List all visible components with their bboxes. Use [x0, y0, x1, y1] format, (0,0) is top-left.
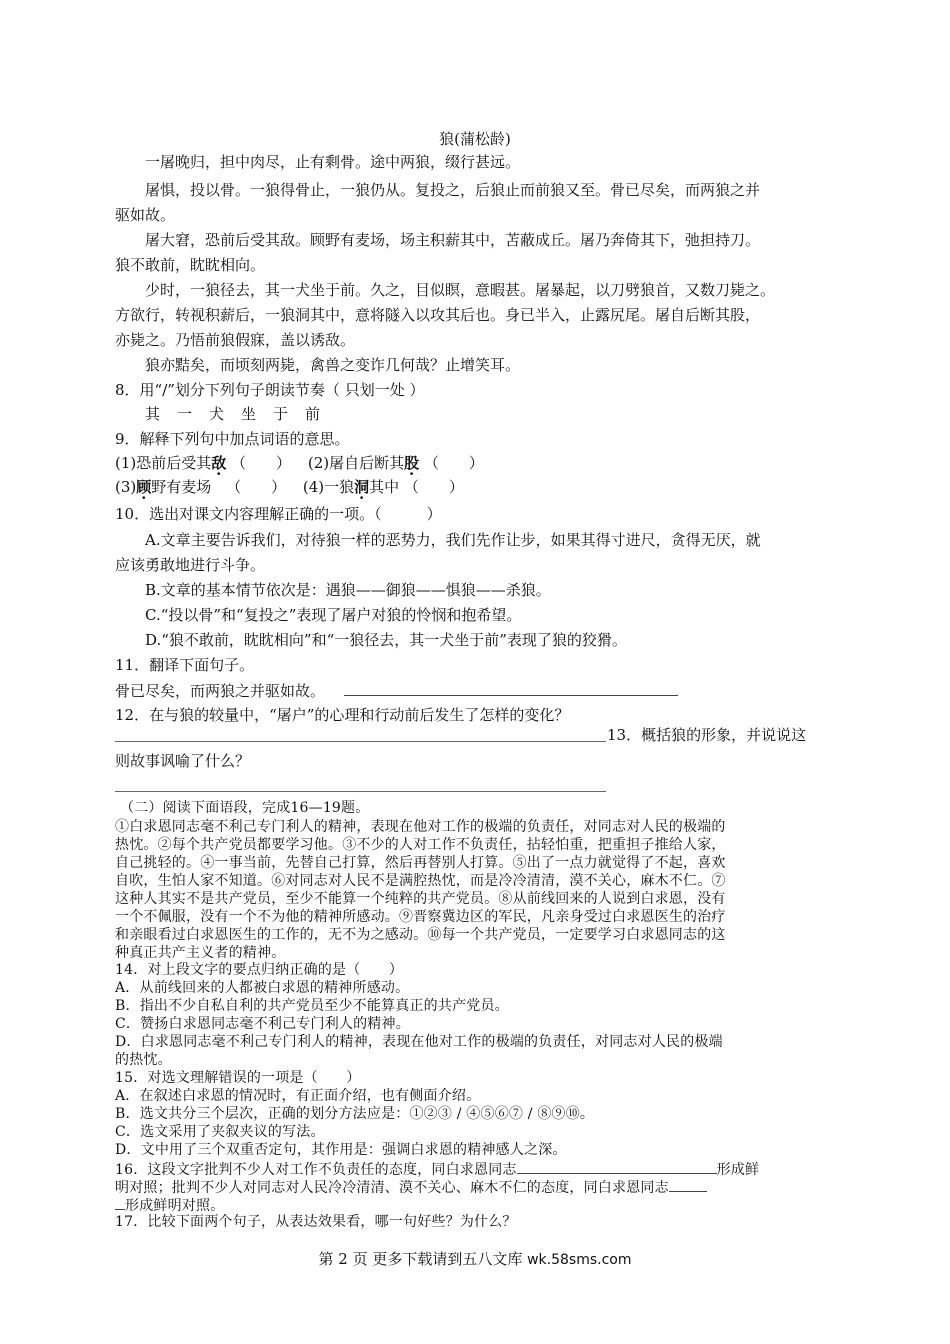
q14-option-b[interactable]: B．指出不少自私自利的共产党员至少不能算真正的共产党员。 [115, 998, 509, 1014]
q10-option-a[interactable]: A.文章主要告诉我们，对待狼一样的恶势力，我们先作让步，如果其得寸进尺，贪得无厌，就 [145, 531, 761, 549]
section-2-paragraph-line: ①白求恩同志毫不利己专门利人的精神，表现在他对工作的极端的负责任，对同志对人民的极端的 [115, 819, 726, 835]
question-13-cont: 则故事讽喻了什么？ [115, 752, 251, 770]
question-14: 14．对上段文字的要点归纳正确的是（ ） [115, 962, 404, 978]
q10-option-d[interactable]: D.“狼不敢前，眈眈相向”和“一狼径去，其一犬坐于前”表现了狼的狡猾。 [145, 631, 627, 649]
question-9-row-2 [115, 477, 464, 497]
question-15: 15．对选文理解错误的一项是（ ） [115, 1070, 361, 1086]
q16-answer-blank-1[interactable] [517, 1160, 717, 1174]
passage-line: 驱如故。 [115, 206, 176, 224]
q14-option-a[interactable]: A．从前线回来的人都被白求恩的精神所感动。 [115, 980, 410, 996]
section-2-paragraph-line: 一个不佩服，没有一个不为他的精神所感动。⑨晋察冀边区的军民，凡亲身受过白求恩医生的治疗 [115, 909, 726, 925]
section-2-heading: （二）阅读下面语段，完成16—19题。 [120, 800, 370, 816]
q9-item-1-answer[interactable]: （ ） [231, 454, 292, 472]
passage-line: 屠惧，投以骨。一狼得骨止，一狼仍从。复投之，后狼止而前狼又至。骨已尽矣，而两狼之并 [145, 181, 761, 199]
q16-text-1: 16．这段文字批判不少人对工作不负责任的态度，同白求恩同志 [115, 1162, 517, 1178]
q9-item-3-dotted-word: 顾 [136, 478, 152, 496]
q9-item-4-dotted-word: 洞 [354, 478, 370, 496]
question-16-line-2 [115, 1178, 707, 1197]
q10-option-a-cont: 应该勇敢地进行斗争。 [115, 556, 266, 574]
question-9-row-1 [115, 453, 484, 473]
q9-item-3-text-tail: 野有麦场 [151, 478, 212, 496]
q16-text-2: 明对照；批判不少人对同志对人民冷冷清清、漠不关心、麻木不仁的态度，同白求恩同志 [115, 1180, 669, 1196]
section-2-paragraph-line: 热忱。②每个共产党员都要学习他。③不少的人对工作不负责任，拈轻怕重，把重担子推给人家， [115, 837, 726, 853]
question-9: 9．解释下列句中加点词语的意思。 [115, 430, 350, 448]
q9-item-4-text: (4)一狼 [302, 478, 355, 496]
q9-item-1-dotted-word: 敌 [211, 454, 227, 472]
passage-title: 狼(蒲松龄) [439, 130, 511, 148]
footer-url[interactable]: wk.58sms.com [527, 1252, 632, 1268]
section-2-paragraph-line: 自吹，生怕人家不知道。⑥对同志对人民不是满腔热忱，而是冷冷清清，漠不关心，麻木不仁。⑦ [115, 873, 726, 889]
q15-option-b[interactable]: B．选文共分三个层次，正确的划分方法应是：①②③ / ④⑤⑥⑦ / ⑧⑨⑩。 [115, 1106, 595, 1122]
q10-option-c[interactable]: C.“投以骨”和“复投之”表现了屠户对狼的怜悯和抱希望。 [145, 606, 522, 624]
question-12: 12．在与狼的较量中，“屠户”的心理和行动前后发生了怎样的变化？ [115, 706, 570, 724]
passage-line: 少时，一狼径去，其一犬坐于前。久之，目似瞑，意暇甚。屠暴起，以刀劈狼首，又数刀毙之。 [145, 281, 776, 299]
q15-option-c[interactable]: C．选文采用了夹叙夹议的写法。 [115, 1124, 325, 1140]
question-8-sentence: 其一犬坐于前 [145, 405, 338, 423]
q9-item-2-answer[interactable]: （ ） [423, 454, 484, 472]
passage-line: 方欲行，转视积薪后，一狼洞其中，意将隧入以攻其后也。身已半入，止露尻尾。屠自后断其股， [115, 306, 761, 324]
passage-line: 狼不敢前，眈眈相向。 [115, 256, 266, 274]
question-10: 10．选出对课文内容理解正确的一项。（ ） [115, 505, 442, 523]
q14-option-c[interactable]: C．赞扬白求恩同志毫不利己专门利人的精神。 [115, 1016, 410, 1032]
passage-line: 一屠晚归，担中肉尽，止有剩骨。途中两狼，缀行甚远。 [145, 153, 521, 171]
q16-answer-blank-2-cont[interactable] [115, 1196, 125, 1210]
q9-item-2-text: (2)屠自后断其 [307, 454, 405, 472]
q9-item-4-text-tail: 其中 [369, 478, 400, 496]
passage-line: 屠大窘，恐前后受其敌。顾野有麦场，场主积薪其中，苫蔽成丘。屠乃奔倚其下，弛担持刀。 [145, 231, 761, 249]
q13-answer-blank[interactable] [115, 791, 606, 792]
q11-answer-blank[interactable] [344, 680, 678, 696]
q16-answer-blank-2[interactable] [669, 1178, 707, 1192]
question-8: 8．用“/”划分下列句子朗读节奏（ 只划一处 ） [115, 381, 425, 399]
question-17: 17．比较下面两个句子，从表达效果看，哪一句好些？为什么？ [115, 1214, 517, 1230]
q16-text-3: 形成鲜明对照。 [125, 1198, 225, 1214]
question-11: 11．翻译下面句子。 [115, 656, 255, 674]
q15-option-d[interactable]: D．文中用了三个双重否定句，其作用是：强调白求恩的精神感人之深。 [115, 1142, 567, 1158]
question-16-line-1 [115, 1160, 759, 1179]
passage-line: 亦毙之。乃悟前狼假寐，盖以诱敌。 [115, 331, 356, 349]
section-2-paragraph-line: 种真正共产主义者的精神。 [115, 945, 286, 961]
q9-item-4-answer[interactable]: （ ） [403, 478, 464, 496]
q15-option-a[interactable]: A．在叙述白求恩的情况时，有正面介绍，也有侧面介绍。 [115, 1088, 481, 1104]
q10-option-b[interactable]: B.文章的基本情节依次是：遇狼——御狼——惧狼——杀狼。 [145, 581, 551, 599]
q14-option-d[interactable]: D．白求恩同志毫不利己专门利人的精神，表现在他对工作的极端的负责任，对同志对人民的极端 [115, 1034, 723, 1050]
q11-sentence: 骨已尽矣，而两狼之并驱如故。 [115, 682, 326, 700]
q12-answer-blank[interactable] [115, 741, 606, 742]
question-13: 13．概括狼的形象，并说说这 [607, 726, 807, 744]
section-2-paragraph-line: 自己挑轻的。④一事当前，先替自己打算，然后再替别人打算。⑤出了一点力就觉得了不起，喜欢 [115, 855, 726, 871]
footer-text: 第 2 页 更多下载请到五八文库 [318, 1250, 528, 1268]
q11-sentence-row [115, 680, 678, 701]
passage-line: 狼亦黠矣，而顷刻两毙，禽兽之变诈几何哉？止增笑耳。 [145, 356, 521, 374]
section-2-paragraph-line: 这种人其实不是共产党员，至少不能算一个纯粹的共产党员。⑧从前线回来的人说到白求恩，没有 [115, 891, 726, 907]
section-2-paragraph-line: 和亲眼看过白求恩医生的工作的，无不为之感动。⑩每一个共产党员，一定要学习白求恩同志的这 [115, 927, 726, 943]
q9-item-2-dotted-word: 股 [404, 454, 420, 472]
q16-text-1-tail: 形成鲜 [716, 1162, 760, 1178]
q9-item-3-text: (3) [115, 478, 137, 496]
q9-item-3-answer[interactable]: （ ） [226, 478, 287, 496]
q9-item-1-text: (1)恐前后受其 [115, 454, 212, 472]
question-16-line-3 [115, 1196, 224, 1215]
q14-option-d-cont: 的热忱。 [115, 1052, 172, 1068]
page-footer [0, 1248, 950, 1269]
